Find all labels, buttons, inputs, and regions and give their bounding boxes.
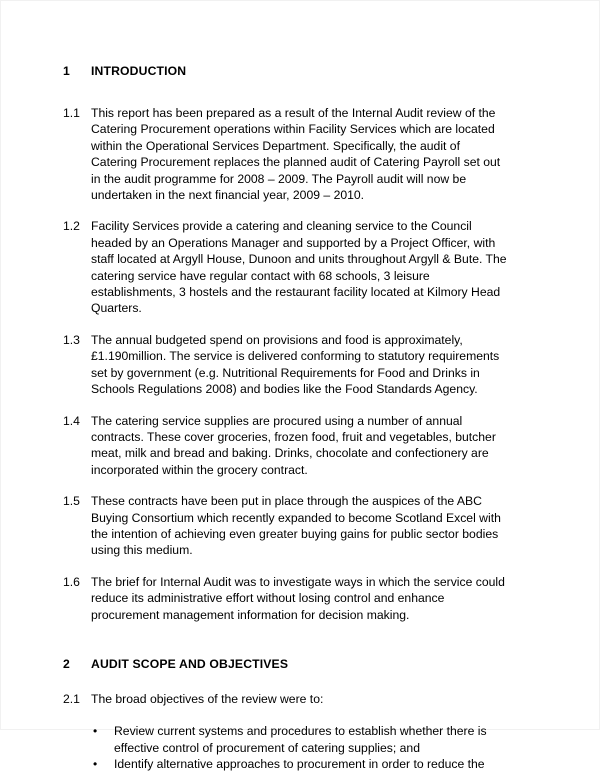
section-heading-audit-scope-and-objectives (63, 657, 509, 671)
section-title: AUDIT SCOPE AND OBJECTIVES (91, 656, 289, 671)
clause-1-2 (63, 218, 509, 316)
section-number: 1 (63, 64, 70, 78)
clause-text: The annual budgeted spend on provisions and food is approximately, £1.190million. The service is delivered conforming to statutory requirements set by government (e.g. Nutritional Requirements for Food and Drinks in Schools Regulations 2008) and bodies like the Food Standards Agency. (91, 332, 500, 397)
clause-1-4 (63, 413, 509, 479)
section-heading-introduction (63, 64, 509, 78)
bullet-icon: • (93, 757, 98, 772)
clause-text: These contracts have been put in place through the auspices of the ABC Buying Consortium which recently expanded to become Scotland Excel with the intention of achieving even greater buying gains for public sector bodies using this medium. (91, 494, 501, 558)
clause-text: The catering service supplies are procured using a number of annual contracts. These cover groceries, frozen food, fruit and vegetables, butcher meat, milk and bread and baking. Drinks, chocolate and confectionery are incorporated within the grocery contract. (91, 413, 496, 477)
clause-number: 1.3 (63, 332, 80, 347)
clause-number: 2.1 (63, 691, 80, 706)
clause-number: 1.1 (63, 106, 80, 120)
clause-text: This report has been prepared as a result of the Internal Audit review of the Catering Procurement operations within Facility Services which are located within the Operational Services Department. Specifically, the audit of Catering Procurement replaces the planned audit of Catering Payroll set out in the audit programme for 2008 – 2009. The Payroll audit will now be undertaken in the next financial year, 2009 – 2010. (91, 106, 501, 203)
objectives-bullet-list (63, 723, 509, 772)
list-item (63, 723, 509, 756)
list-item-text: Review current systems and procedures to establish whether there is effective control of procurement of catering supplies; and (114, 724, 487, 755)
clause-number: 1.4 (63, 413, 80, 428)
clause-text: Facility Services provide a catering and cleaning service to the Council headed by an Operations Manager and supported by a Project Officer, with staff located at Argyll House, Dunoon and units throughout Argyll & Bute. The catering service have regular contact with 68 schools, 3 leisure establishments, 3 hostels and the restaurant facility located at Kilmory Head Quarters. (91, 219, 507, 316)
clause-1-3 (63, 332, 509, 398)
clause-2-1 (63, 691, 509, 707)
clause-text: The broad objectives of the review were to: (91, 691, 324, 706)
document-body (63, 64, 509, 773)
clause-1-1 (63, 105, 509, 203)
clause-1-5 (63, 493, 509, 559)
section-number: 2 (63, 656, 70, 671)
bullet-icon: • (93, 724, 98, 739)
clause-number: 1.6 (63, 574, 80, 589)
section-title: INTRODUCTION (91, 64, 187, 78)
clause-number: 1.2 (63, 219, 80, 234)
clause-text: The brief for Internal Audit was to investigate ways in which the service could reduce its administrative effort without losing control and enhance procurement management information for decision making. (91, 574, 505, 622)
list-item (63, 756, 509, 772)
clause-1-6 (63, 574, 509, 623)
clause-number: 1.5 (63, 494, 80, 509)
list-item-text: Identify alternative approaches to procurement in order to reduce the (114, 757, 485, 772)
